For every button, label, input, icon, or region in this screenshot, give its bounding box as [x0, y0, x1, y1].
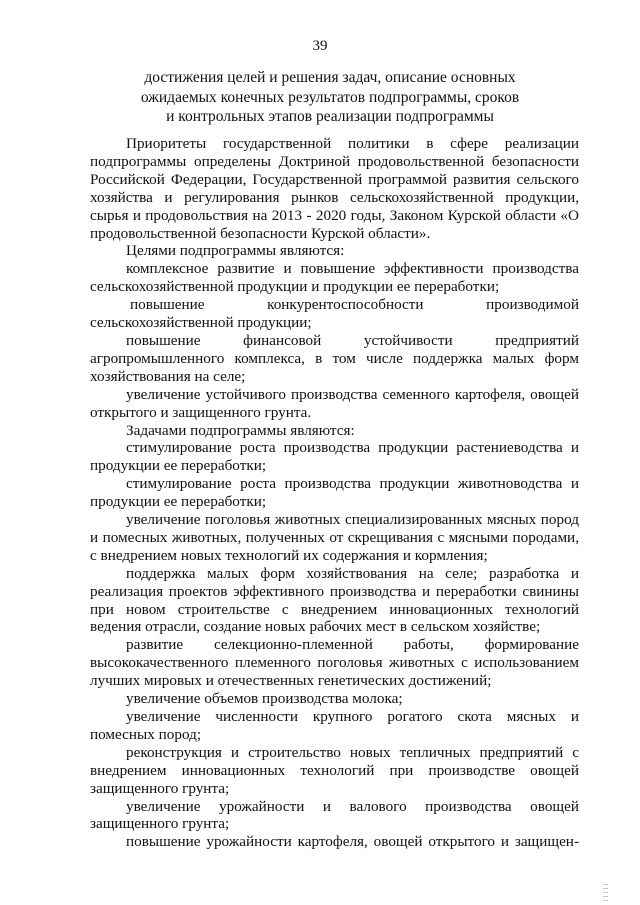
list-item-task: увеличение урожайности и валового производства овощей защищенного грунта;: [90, 797, 579, 833]
list-item-task: поддержка малых форм хозяйствования на селе; разработка и реализация проектов эффективного производства и переработки свинины при новом строительстве с внедрением инновационных технологий ведения отрасли, создание новых рабочих мест в сельском хозяйстве;: [90, 564, 579, 636]
paragraph-tasks-heading: Задачами подпрограммы являются:: [126, 421, 355, 439]
list-item-task: повышение урожайности картофеля, овощей открытого и защищен-: [126, 833, 579, 851]
list-item-task: увеличение поголовья животных специализированных мясных пород и помесных животных, полученных от скрещивания с мясными породами, с внедрением новых технологий их содержания и кормления;: [90, 511, 579, 564]
list-item-goal: повышение финансовой устойчивости предприятий агропромышленного комплекса, в том числе поддержка малых форм хозяйствования на селе;: [90, 331, 579, 385]
paragraph-priorities: Приоритеты государственной политики в сфере реализации подпрограммы определены Доктриной продовольственной безопасности Российской Федерации, Государственной программой развития сельского хозяйства и регулирования рынков сельскохозяйственной продукции, сырья и продовольствия на 2013 - 2020 годы, Законом Курской области «О продовольственной безопасности Курской области».: [90, 135, 579, 242]
section-heading: [80, 68, 580, 127]
scan-artifact: [603, 888, 608, 889]
heading-line: и контрольных этапов реализации подпрограммы: [166, 108, 494, 125]
scan-artifact: [603, 884, 608, 885]
list-item-goal: увеличение устойчивого производства семенного картофеля, овощей открытого и защищенного грунта.: [90, 385, 579, 421]
list-item-task: увеличение численности крупного рогатого скота мясных и помесных пород;: [90, 708, 579, 743]
list-item-goal: повышение конкурентоспособности производимой сельскохозяйственной продукции;: [90, 296, 579, 332]
list-item-goal: комплексное развитие и повышение эффективности производства сельскохозяйственной продукции и продукции ее переработки;: [90, 260, 579, 296]
heading-line: ожидаемых конечных результатов подпрограммы, сроков: [140, 88, 520, 106]
scan-artifact: [603, 892, 608, 893]
list-item-task: стимулирование роста производства продукции растениеводства и продукции ее переработки;: [90, 439, 579, 475]
page-number: 39: [312, 38, 328, 54]
list-item-task: развитие селекционно-племенной работы, формирование высококачественного племенного поголовья животных с использованием лучших мировых и отечественных генетических достижений;: [90, 636, 579, 690]
list-item-task: стимулирование роста производства продукции животноводства и продукции ее переработки;: [90, 475, 579, 511]
document-body: [90, 135, 579, 851]
list-item-task: реконструкция и строительство новых тепличных предприятий с внедрением инновационных технологий при производстве овощей защищенного грунта;: [90, 743, 579, 797]
scan-artifact: [603, 896, 608, 897]
scan-artifact: [603, 900, 608, 901]
paragraph-goals-heading: Целями подпрограммы являются:: [126, 242, 345, 260]
heading-line: достижения целей и решения задач, описание основных: [144, 69, 516, 86]
list-item-task: увеличение объемов производства молока;: [126, 690, 403, 708]
